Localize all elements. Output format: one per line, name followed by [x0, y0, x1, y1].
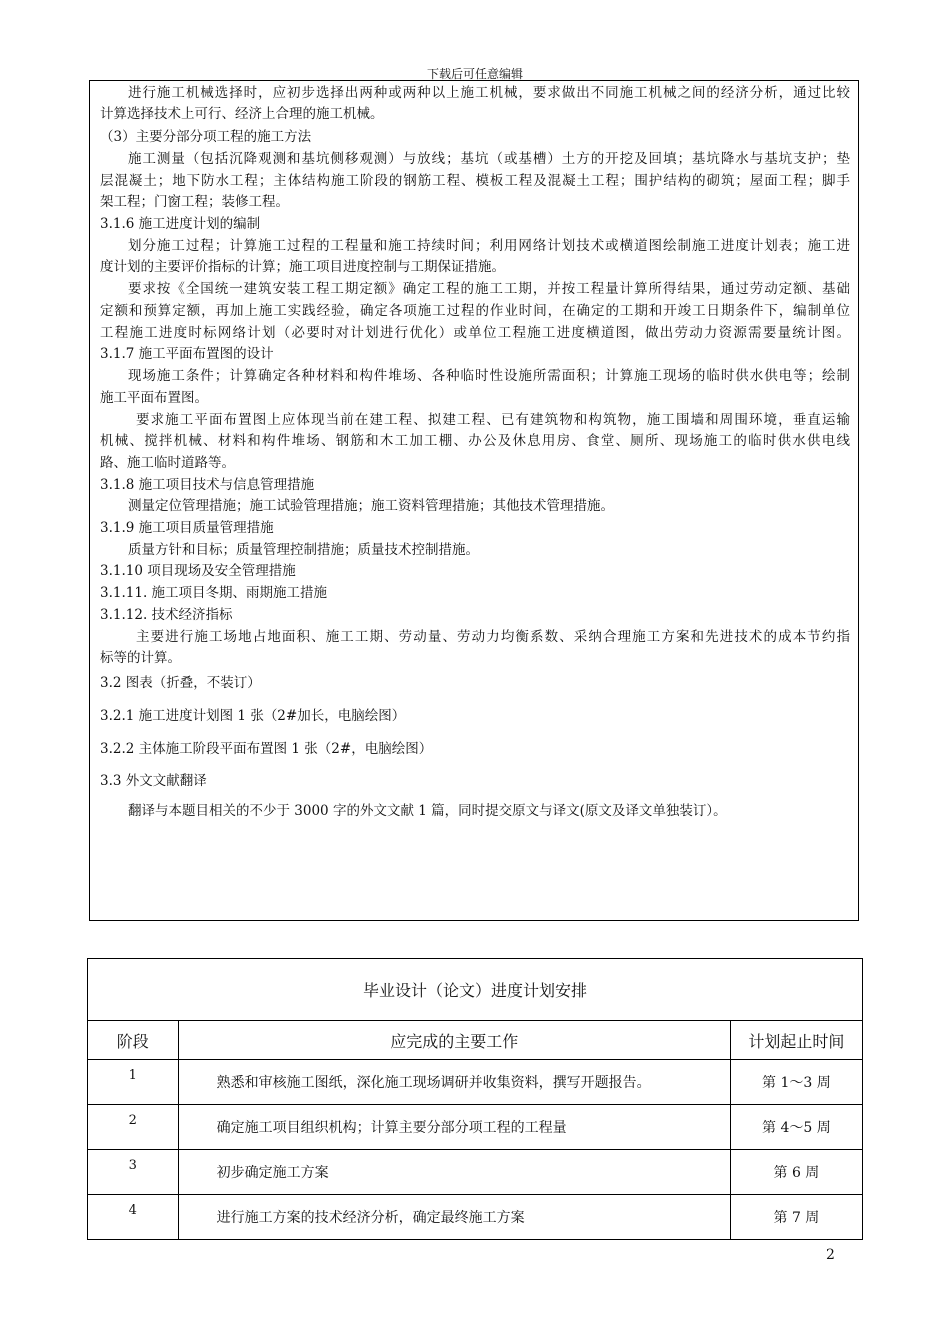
- body-line: 进行施工机械选择时，应初步选择出两种或两种以上施工机械，要求做出不同施工机械之间的经济分析，通过比较: [128, 85, 850, 101]
- time-cell: 第 4～5 周: [730, 1105, 862, 1150]
- schedule-title: 毕业设计（论文）进度计划安排: [88, 959, 863, 1021]
- page-number: 2: [826, 1247, 835, 1263]
- body-line: 测量定位管理措施；施工试验管理措施；施工资料管理措施；其他技术管理措施。: [128, 498, 614, 514]
- table-row: [88, 1105, 863, 1150]
- section-heading: （3）主要分部分项工程的施工方法: [100, 129, 312, 145]
- time-cell: 第 7 周: [730, 1195, 862, 1240]
- section-heading: 3.3 外文文献翻译: [100, 773, 207, 789]
- body-line: 路、施工临时道路等。: [100, 455, 235, 471]
- work-cell: 进行施工方案的技术经济分析，确定最终施工方案: [178, 1195, 730, 1240]
- body-line: 质量方针和目标；质量管理控制措施；质量技术控制措施。: [128, 542, 479, 558]
- schedule-header-row: [88, 1021, 863, 1060]
- body-line: 要求按《全国统一建筑安装工程工期定额》确定工程的施工工期，并按工程量计算所得结果，通过劳动定额、基础: [128, 281, 850, 297]
- body-line: 现场施工条件；计算确定各种材料和构件堆场、各种临时性设施所需面积；计算施工现场的临时供水供电等；绘制: [128, 368, 850, 384]
- work-cell: 熟悉和审核施工图纸，深化施工现场调研并收集资料，撰写开题报告。: [178, 1060, 730, 1105]
- table-row: [88, 1195, 863, 1240]
- table-row: [88, 1150, 863, 1195]
- table-row: [88, 1060, 863, 1105]
- body-line: 层混凝土；地下防水工程；主体结构施工阶段的钢筋工程、模板工程及混凝土工程；围护结构的砌筑；屋面工程；脚手: [100, 173, 850, 189]
- column-header-work: 应完成的主要工作: [178, 1021, 730, 1060]
- section-heading: 3.1.7 施工平面布置图的设计: [100, 346, 274, 362]
- section-heading: 3.1.9 施工项目质量管理措施: [100, 520, 274, 536]
- stage-cell: 4: [88, 1195, 179, 1240]
- work-cell: 确定施工项目组织机构；计算主要分部分项工程的工程量: [178, 1105, 730, 1150]
- work-cell: 初步确定施工方案: [178, 1150, 730, 1195]
- section-heading: 3.2.2 主体施工阶段平面布置图 1 张（2#，电脑绘图）: [100, 741, 433, 757]
- body-line: 架工程；门窗工程；装修工程。: [100, 194, 289, 210]
- body-line: 度计划的主要评价指标的计算；施工项目进度控制与工期保证措施。: [100, 259, 505, 275]
- body-line: 翻译与本题目相关的不少于 3000 字的外文文献 1 篇，同时提交原文与译文(原文及译文单独装订）。: [128, 803, 727, 819]
- column-header-stage: 阶段: [88, 1021, 179, 1060]
- body-line: 工程施工进度时标网络计划（必要时对计划进行优化）或单位工程施工进度横道图，做出劳动力资源需要量统计图。: [100, 325, 850, 341]
- body-line: 标等的计算。: [100, 650, 181, 666]
- stage-cell: 2: [88, 1105, 179, 1150]
- schedule-table: [87, 958, 863, 1240]
- section-heading: 3.1.8 施工项目技术与信息管理措施: [100, 477, 315, 493]
- requirements-text-box: [89, 80, 859, 921]
- column-header-time: 计划起止时间: [730, 1021, 862, 1060]
- body-line: 划分施工过程；计算施工过程的工程量和施工持续时间；利用网络计划技术或横道图绘制施工进度计划表；施工进: [128, 238, 850, 254]
- time-cell: 第 1～3 周: [730, 1060, 862, 1105]
- page-header: 下载后可任意编辑: [426, 67, 523, 81]
- section-heading: 3.1.6 施工进度计划的编制: [100, 216, 261, 232]
- section-heading: 3.1.10 项目现场及安全管理措施: [100, 563, 296, 579]
- body-line: 施工测量（包括沉降观测和基坑侧移观测）与放线；基坑（或基槽）土方的开挖及回填；基坑降水与基坑支护；垫: [128, 151, 850, 167]
- body-line: 要求施工平面布置图上应体现当前在建工程、拟建工程、已有建筑物和构筑物，施工围墙和周围环境，垂直运输: [136, 412, 850, 428]
- body-line: 施工平面布置图。: [100, 390, 208, 406]
- body-line: 计算选择技术上可行、经济上合理的施工机械。: [100, 106, 384, 122]
- section-heading: 3.1.12. 技术经济指标: [100, 607, 233, 623]
- time-cell: 第 6 周: [730, 1150, 862, 1195]
- stage-cell: 3: [88, 1150, 179, 1195]
- body-line: 定额和预算定额，再加上施工实践经验，确定各项施工过程的作业时间，在确定的工期和开竣工日期条件下，编制单位: [100, 303, 850, 319]
- body-line: 机械、搅拌机械、材料和构件堆场、钢筋和木工加工棚、办公及休息用房、食堂、厕所、现场施工的临时供水供电线: [100, 433, 850, 449]
- body-line: 主要进行施工场地占地面积、施工工期、劳动量、劳动力均衡系数、采纳合理施工方案和先进技术的成本节约指: [136, 629, 850, 645]
- section-heading: 3.2.1 施工进度计划图 1 张（2#加长，电脑绘图）: [100, 708, 406, 724]
- section-heading: 3.1.11. 施工项目冬期、雨期施工措施: [100, 585, 328, 601]
- section-heading: 3.2 图表（折叠，不装订）: [100, 675, 261, 691]
- stage-cell: 1: [88, 1060, 179, 1105]
